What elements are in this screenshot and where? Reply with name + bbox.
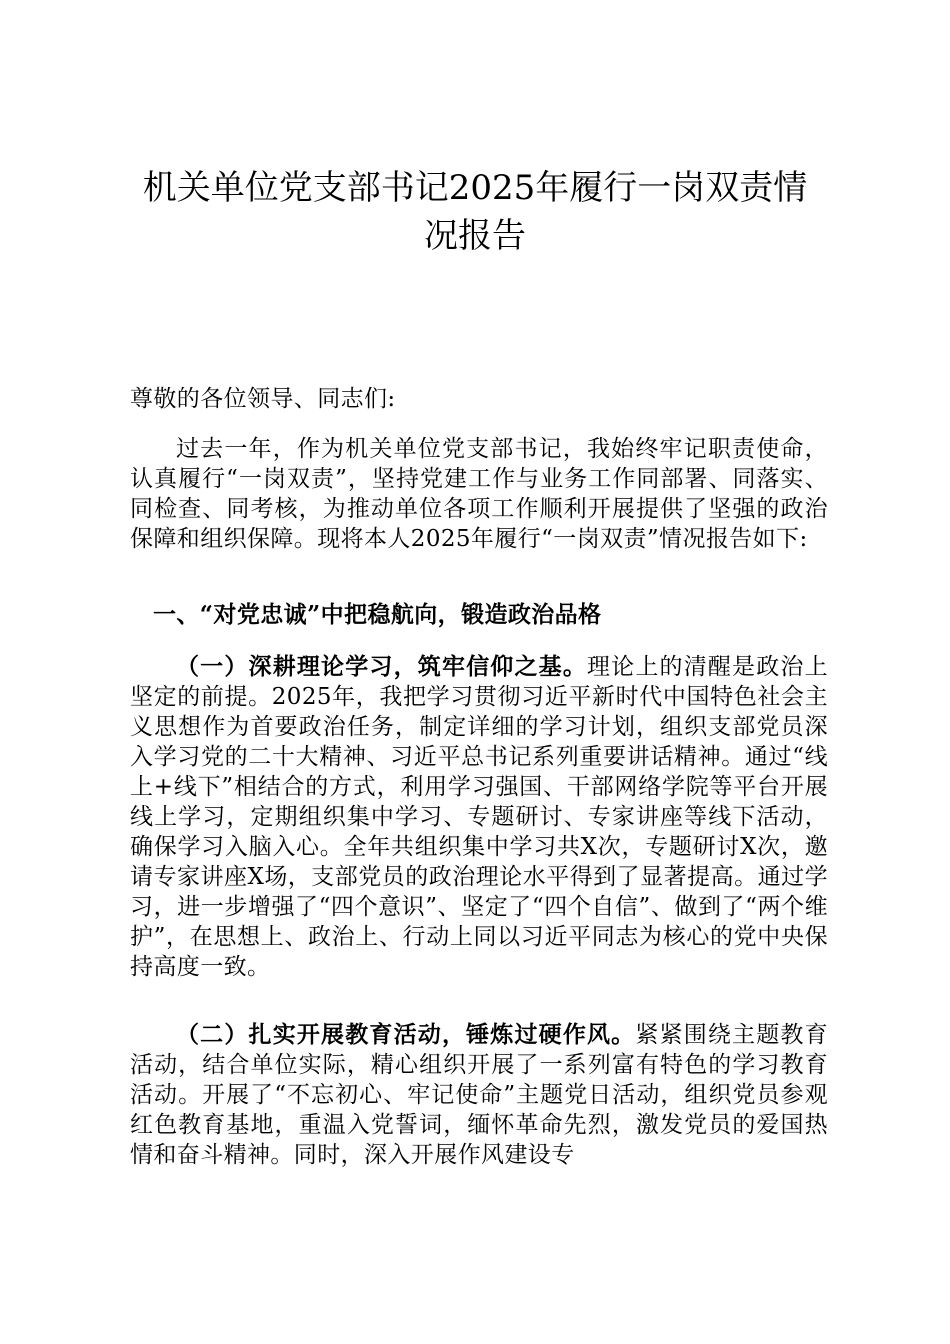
paragraph-theory-study xyxy=(130,652,828,982)
salutation: 尊敬的各位领导、同志们: xyxy=(130,386,396,412)
document-title: 机关单位党支部书记2025年履行一岗双责情况报告 xyxy=(142,168,808,256)
subsection-heading-2: （二）扎实开展教育活动，锤炼过硬作风。 xyxy=(176,1021,636,1048)
paragraph-education-activities xyxy=(130,1020,828,1170)
subsection-heading-1: （一）深耕理论学习，筑牢信仰之基。 xyxy=(176,653,587,680)
intro-paragraph: 过去一年，作为机关单位党支部书记，我始终牢记职责使命，认真履行“一岗双责”，坚持党建工作与业务工作同部署、同落实、同检查、同考核，为推动单位各项工作顺利开展提供了坚强的政治保障和组织保障。现将本人2025年履行“一岗双责”情况报告如下: xyxy=(130,436,828,552)
subsection-body-2: 紧紧围绕主题教育活动，结合单位实际，精心组织开展了一系列富有特色的学习教育活动。开展了“不忘初心、牢记使命”主题党日活动，组织党员参观红色教育基地，重温入党誓词，缅怀革命先烈，激发党员的爱国热情和奋斗精神。同时，深入开展作风建设专 xyxy=(130,1022,828,1168)
subsection-body-1: 理论上的清醒是政治上坚定的前提。2025年，我把学习贯彻习近平新时代中国特色社会主义思想作为首要政治任务，制定详细的学习计划，组织支部党员深入学习党的二十大精神、习近平总书记系列重要讲话精神。通过“线上+线下”相结合的方式，利用学习强国、干部网络学院等平台开展线上学习，定期组织集中学习、专题研讨、专家讲座等线下活动，确保学习入脑入心。全年共组织集中学习共X次，专题研讨X次，邀请专家讲座X场，支部党员的政治理论水平得到了显著提高。通过学习，进一步增强了“四个意识”、坚定了“四个自信”、做到了“两个维护”，在思想上、政治上、行动上同以习近平同志为核心的党中央保持高度一致。 xyxy=(130,654,828,980)
section-heading-1: 一、“对党忠诚”中把稳航向，锻造政治品格 xyxy=(153,601,602,628)
